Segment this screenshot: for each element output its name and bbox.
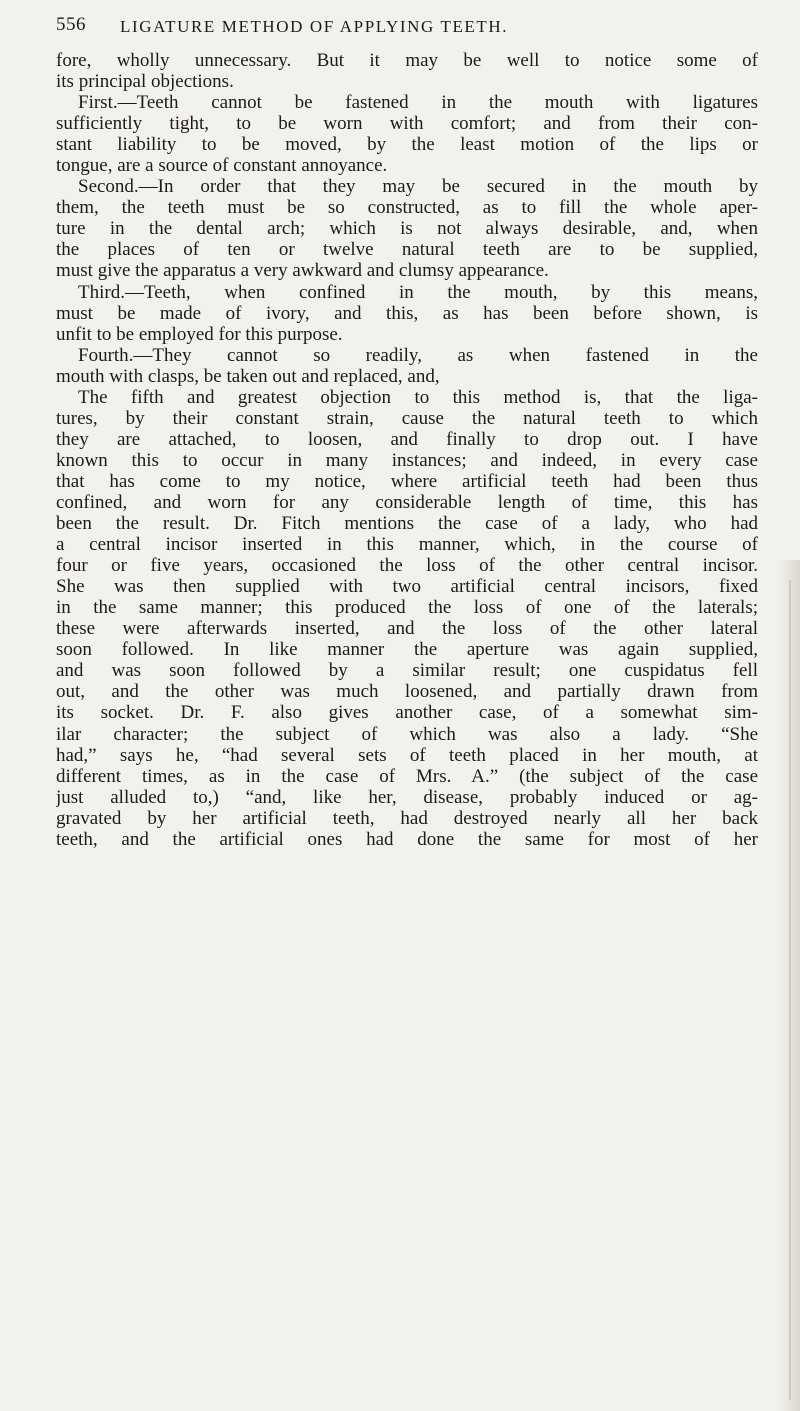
text-line: different times, as in the case of Mrs. A.” (the subject of the case [56,765,758,787]
text-line: Fourth.—They cannot so readily, as when fastened in the [78,344,758,366]
text-line: fore, wholly unnecessary. But it may be well to notice some of [56,50,758,71]
text-line: been the result. Dr. Fitch mentions the case of a lady, who had [56,513,758,535]
text-line: unfit to be employed for this purpose. [56,323,343,345]
page-header [56,14,756,44]
text-line: soon followed. In like manner the aperture was again supplied, [56,639,758,661]
text-line: had,” says he, “had several sets of teeth placed in her mouth, at [56,744,758,766]
text-line: just alluded to,) “and, like her, disease, probably induced or ag- [56,786,758,808]
text-line: The fifth and greatest objection to this method is, that the liga- [78,386,758,408]
text-line: in the same manner; this produced the loss of one of the laterals; [56,597,758,619]
text-line: Second.—In order that they may be secured in the mouth by [78,176,758,198]
text-line: tongue, are a source of constant annoyance. [56,155,388,177]
text-line: ilar character; the subject of which was also a lady. “She [56,723,758,745]
text-line: mouth with clasps, be taken out and replaced, and, [56,365,440,387]
text-line: its socket. Dr. F. also gives another case, of a somewhat sim- [56,702,758,724]
text-line: that has come to my notice, where artificial teeth had been thus [56,470,758,492]
text-line: must be made of ivory, and this, as has been before shown, is [56,302,758,324]
text-line: a central incisor inserted in this manner, which, in the course of [56,534,758,556]
text-line: four or five years, occasioned the loss of the other central incisor. [56,555,758,577]
text-line: sufficiently tight, to be worn with comfort; and from their con- [56,113,758,135]
text-line: Third.—Teeth, when confined in the mouth, by this means, [78,281,758,303]
running-head: LIGATURE METHOD OF APPLYING TEETH. [120,17,509,36]
text-line: known this to occur in many instances; and indeed, in every case [56,449,758,471]
text-line: its principal objections. [56,71,234,93]
text-line: She was then supplied with two artificial central incisors, fixed [56,576,758,598]
text-line: First.—Teeth cannot be fastened in the mouth with ligatures [78,92,758,114]
text-line: the places of ten or twelve natural teeth are to be supplied, [56,239,758,261]
text-line: tures, by their constant strain, cause the natural teeth to which [56,407,758,429]
page-number: 556 [56,14,86,35]
text-line: stant liability to be moved, by the least motion of the lips or [56,134,758,156]
text-line: must give the apparatus a very awkward and clumsy appearance. [56,260,549,282]
text-line: these were afterwards inserted, and the loss of the other lateral [56,618,758,640]
page-edge-line [789,580,791,1400]
body-text [56,50,758,850]
text-line: out, and the other was much loosened, and partially drawn from [56,681,758,703]
text-line: ture in the dental arch; which is not always desirable, and, when [56,218,758,240]
text-line: and was soon followed by a similar result; one cuspidatus fell [56,660,758,682]
text-line: teeth, and the artificial ones had done the same for most of her [56,828,758,850]
text-line: confined, and worn for any considerable length of time, this has [56,491,758,513]
text-line: them, the teeth must be so constructed, as to fill the whole aper- [56,197,758,219]
text-line: they are attached, to loosen, and finally to drop out. I have [56,428,758,450]
text-line: gravated by her artificial teeth, had destroyed nearly all her back [56,807,758,829]
